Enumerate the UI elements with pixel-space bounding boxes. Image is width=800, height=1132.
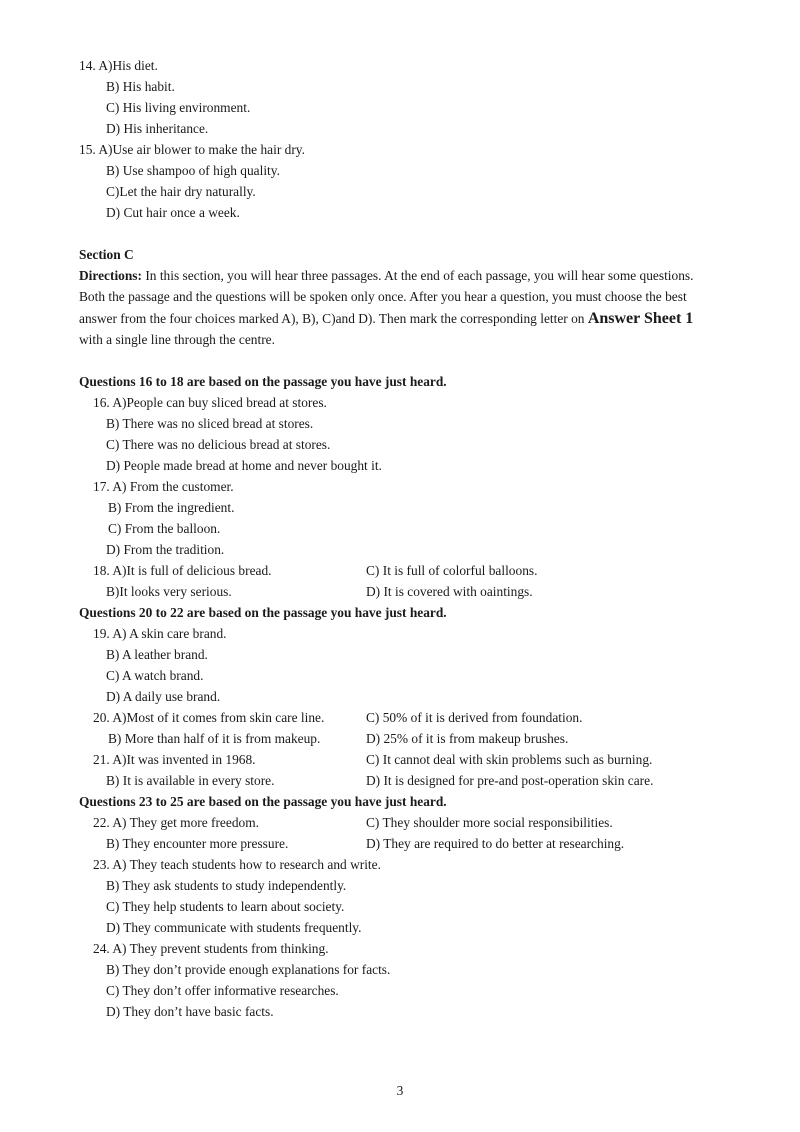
q23-option-a: 23. A) They teach students how to research and write.	[93, 857, 381, 872]
q22-option-d: D) They are required to do better at researching.	[366, 836, 625, 851]
q14-option-b: B) His habit.	[106, 79, 175, 94]
q24-option-b: B) They don’t provide enough explanations for facts.	[106, 962, 391, 977]
q14-option-d: D) His inheritance.	[106, 121, 209, 136]
q15-option-d: D) Cut hair once a week.	[106, 205, 240, 220]
q16-option-a: 16. A)People can buy sliced bread at stores.	[93, 395, 327, 410]
q19-option-d: D) A daily use brand.	[106, 689, 221, 704]
q21-option-a: 21. A)It was invented in 1968.	[93, 752, 256, 767]
q21-option-d: D) It is designed for pre-and post-operation skin care.	[366, 773, 654, 788]
directions-line-4: with a single line through the centre.	[79, 332, 275, 347]
q20-option-b: B) More than half of it is from makeup.	[108, 731, 321, 746]
group2-heading: Questions 20 to 22 are based on the passage you have just heard.	[79, 605, 447, 620]
q17-option-c: C) From the balloon.	[108, 521, 221, 536]
q18-option-a: 18. A)It is full of delicious bread.	[93, 563, 272, 578]
q18-option-b: B)It looks very serious.	[106, 584, 232, 599]
group1-heading: Questions 16 to 18 are based on the passage you have just heard.	[79, 374, 447, 389]
q20-option-c: C) 50% of it is derived from foundation.	[366, 710, 583, 725]
q23-option-d: D) They communicate with students frequently.	[106, 920, 362, 935]
q17-option-b: B) From the ingredient.	[108, 500, 235, 515]
section-title: Section C	[79, 247, 134, 262]
q18-option-c: C) It is full of colorful balloons.	[366, 563, 538, 578]
answer-sheet-label: Answer Sheet 1	[587, 310, 694, 327]
directions-text-3: answer from the four choices marked A), B), C)and D). Then mark the corresponding letter on	[79, 311, 588, 326]
q15-option-c: C)Let the hair dry naturally.	[106, 184, 256, 199]
q17-option-a: 17. A) From the customer.	[93, 479, 234, 494]
group3-heading: Questions 23 to 25 are based on the passage you have just heard.	[79, 794, 447, 809]
q21-option-c: C) It cannot deal with skin problems such as burning.	[366, 752, 653, 767]
q24-option-a: 24. A) They prevent students from thinking.	[93, 941, 329, 956]
q22-option-a: 22. A) They get more freedom.	[93, 815, 259, 830]
q16-option-b: B) There was no sliced bread at stores.	[106, 416, 314, 431]
directions-line-3	[79, 311, 693, 327]
directions-line-2: Both the passage and the questions will be spoken only once. After you hear a question, you must choose the best	[79, 289, 687, 304]
q19-option-a: 19. A) A skin care brand.	[93, 626, 227, 641]
q18-option-d: D) It is covered with oaintings.	[366, 584, 533, 599]
page-number: 3	[396, 1083, 404, 1098]
q14-option-c: C) His living environment.	[106, 100, 251, 115]
q24-option-c: C) They don’t offer informative researches.	[106, 983, 339, 998]
q21-option-b: B) It is available in every store.	[106, 773, 275, 788]
q17-option-d: D) From the tradition.	[106, 542, 225, 557]
q22-option-b: B) They encounter more pressure.	[106, 836, 289, 851]
directions-text-1: In this section, you will hear three passages. At the end of each passage, you will hear some questions.	[141, 268, 694, 283]
q20-option-a: 20. A)Most of it comes from skin care line.	[93, 710, 325, 725]
q15-option-a: 15. A)Use air blower to make the hair dry.	[79, 142, 305, 157]
q23-option-c: C) They help students to learn about society.	[106, 899, 345, 914]
directions-line-1	[79, 268, 693, 284]
q23-option-b: B) They ask students to study independently.	[106, 878, 347, 893]
q19-option-c: C) A watch brand.	[106, 668, 204, 683]
q16-option-d: D) People made bread at home and never bought it.	[106, 458, 382, 473]
q19-option-b: B) A leather brand.	[106, 647, 208, 662]
q15-option-b: B) Use shampoo of high quality.	[106, 163, 280, 178]
directions-label: Directions:	[79, 268, 142, 283]
q20-option-d: D) 25% of it is from makeup brushes.	[366, 731, 569, 746]
q24-option-d: D) They don’t have basic facts.	[106, 1004, 274, 1019]
q16-option-c: C) There was no delicious bread at stores.	[106, 437, 331, 452]
q14-option-a: 14. A)His diet.	[79, 58, 158, 73]
q22-option-c: C) They shoulder more social responsibilities.	[366, 815, 613, 830]
